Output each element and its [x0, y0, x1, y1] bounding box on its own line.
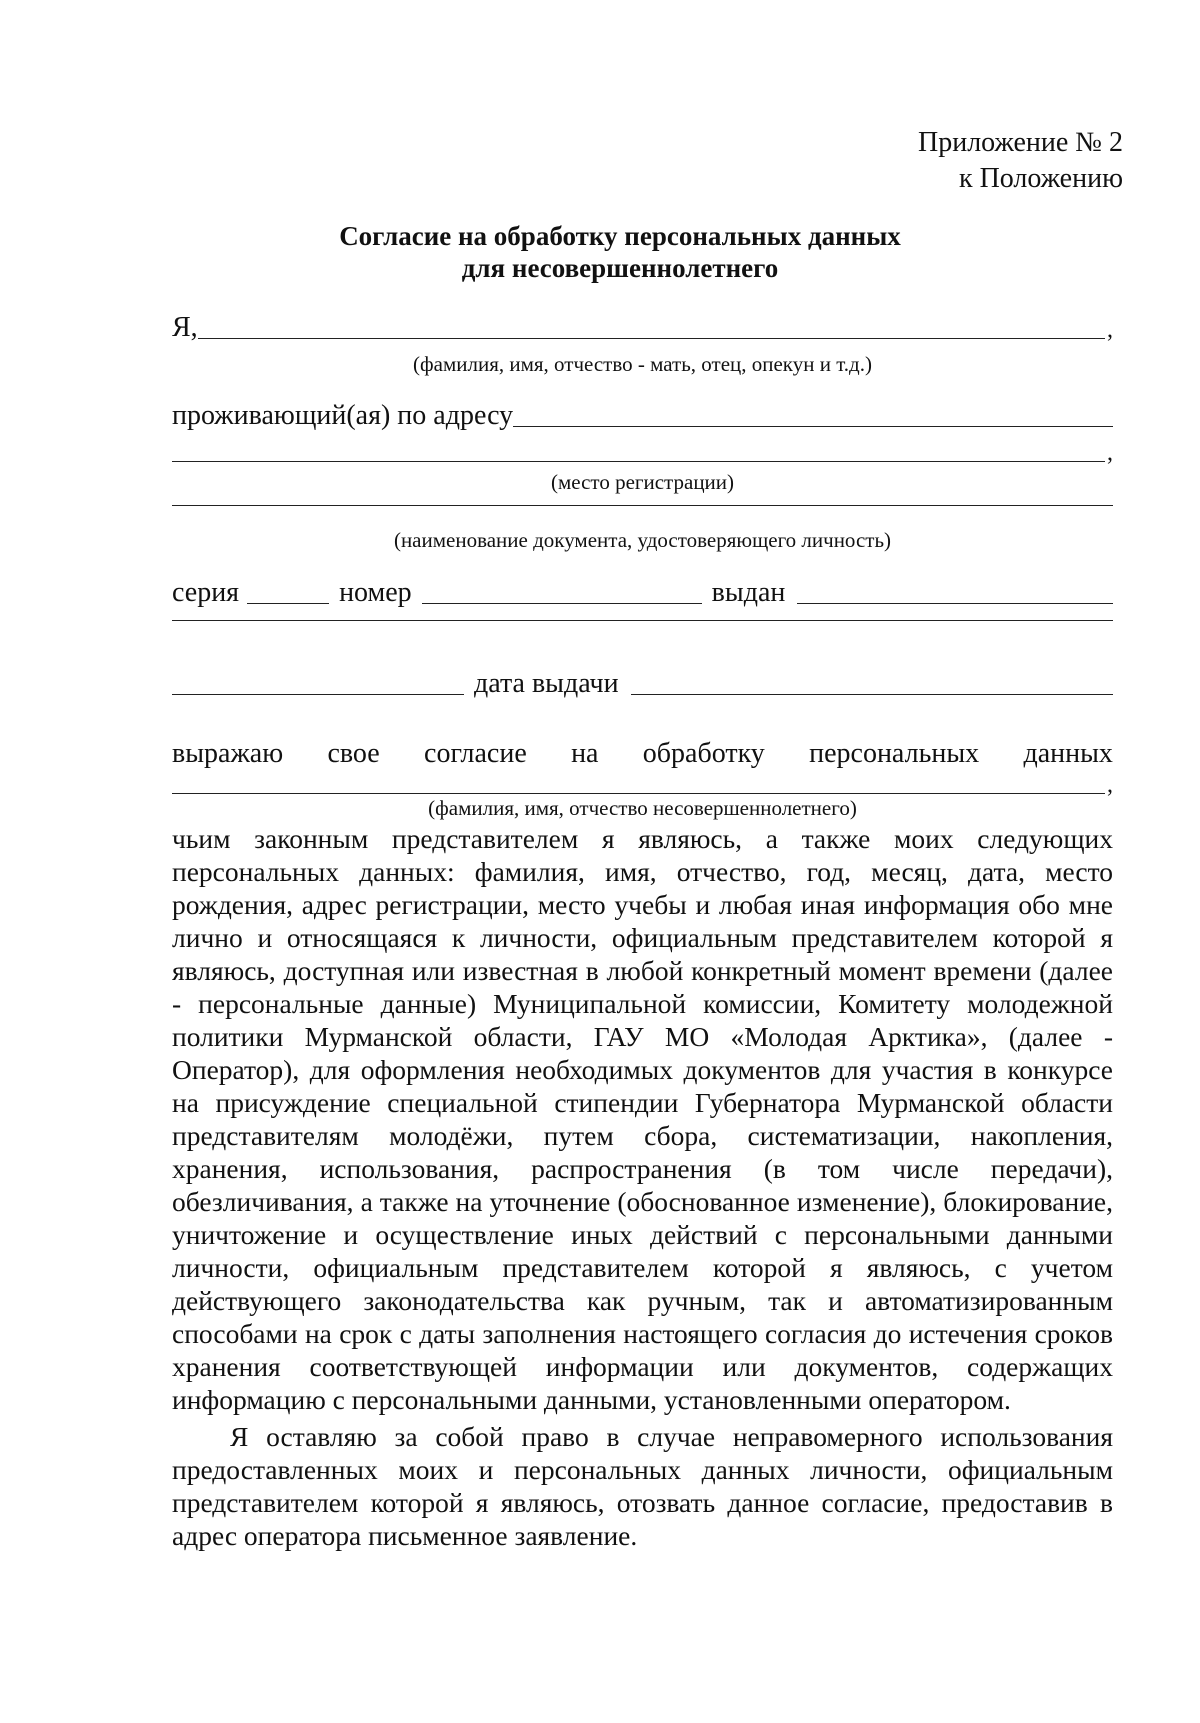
parent-name-field[interactable]	[198, 338, 1105, 339]
consent-word: на	[571, 738, 599, 769]
address-label: проживающий(ая) по адресу	[172, 400, 514, 431]
issued-by-field-3[interactable]	[172, 694, 464, 695]
consent-word: выражаю	[172, 738, 284, 769]
issue-date-label: дата выдачи	[474, 668, 619, 699]
row-consent-words	[172, 738, 1113, 770]
row-issue-date	[172, 668, 1113, 700]
consent-word: обработку	[642, 738, 765, 769]
series-field[interactable]	[247, 603, 329, 604]
issued-by-field-2[interactable]	[172, 620, 1113, 621]
issued-label: выдан	[711, 577, 786, 608]
registration-caption: (место регистрации)	[550, 470, 735, 494]
consent-paragraph-1: чьим законным представителем я являюсь, а также моих следующих персональных данных: фамилия, имя, отчество, год, месяц, дата, место рождения, адрес регистрации, место учебы и любая иная информация обо мне лично и относящаяся к личности, официальным представителем которой я являюсь, доступная или известная в любой конкретный момент времени (далее - персональные данные) Муниципальной комиссии, Комитету молодежной политики Мурманской области, ГАУ МО «Молодая Арктика», (далее - Оператор), для оформления необходимых документов для участия в конкурсе на присуждение специальной стипендии Губернатора Мурманской области представителям молодёжи, путем сбора, систематизации, накопления, хранения, использования, распространения (в том числе передачи), обезличивания, а также на уточнение (обоснованное изменение), блокирование, уничтожение и осуществление иных действий с персональными данными личности, официальным представителем которой я являюсь, с учетом действующего законодательства как ручным, так и автоматизированным способами на срок с даты заполнения настоящего согласия до истечения сроков хранения соответствующей информации или документов, содержащих информацию с персональными данными, установленными оператором.	[172, 823, 1113, 1415]
address-field-2[interactable]	[172, 461, 1105, 462]
appendix-reference: к Положению	[958, 163, 1123, 194]
address-field[interactable]	[513, 426, 1113, 427]
consent-word: персональных	[809, 738, 980, 769]
issued-by-field[interactable]	[797, 603, 1113, 604]
consent-word: свое	[327, 738, 380, 769]
document-caption: (наименование документа, удостоверяющего личность)	[393, 528, 892, 552]
appendix-note	[918, 125, 1123, 197]
row-parent-name	[172, 312, 1113, 344]
row-minor-name	[172, 772, 1113, 799]
consent-word: согласие	[424, 738, 527, 769]
issue-date-field[interactable]	[631, 694, 1113, 695]
appendix-number: Приложение № 2	[918, 127, 1123, 158]
row-issued-by-2	[172, 620, 1113, 626]
minor-name-field[interactable]	[172, 793, 1105, 794]
number-label: номер	[339, 577, 412, 608]
consent-word: данных	[1023, 738, 1113, 769]
number-field[interactable]	[422, 603, 702, 604]
row-address	[172, 400, 1113, 432]
title-line-1: Согласие на обработку персональных данных	[339, 221, 901, 251]
consent-body	[172, 822, 1113, 1552]
comma-mark: ,	[1107, 772, 1113, 798]
comma-mark: ,	[1107, 440, 1113, 466]
row-address-2	[172, 440, 1113, 467]
consent-phrase	[172, 738, 1113, 770]
series-label: серия	[172, 577, 240, 608]
identity-document-field[interactable]	[172, 505, 1113, 506]
parent-name-caption: (фамилия, имя, отчество - мать, отец, опекун и т.д.)	[413, 352, 872, 376]
consent-paragraph-2: Я оставляю за собой право в случае неправомерного использования предоставленных моих и персональных данных личности, официальным представителем которой я являюсь, отозвать данное согласие, предоставив в адрес оператора письменное заявление.	[172, 1421, 1113, 1551]
document-title	[0, 220, 1200, 284]
ya-label: Я,	[172, 312, 198, 343]
row-document	[172, 505, 1113, 511]
row-series-number	[172, 577, 1113, 609]
title-line-2: для несовершеннолетнего	[461, 253, 779, 283]
comma-mark: ,	[1107, 317, 1113, 343]
minor-name-caption: (фамилия, имя, отчество несовершеннолетнего)	[428, 796, 857, 820]
